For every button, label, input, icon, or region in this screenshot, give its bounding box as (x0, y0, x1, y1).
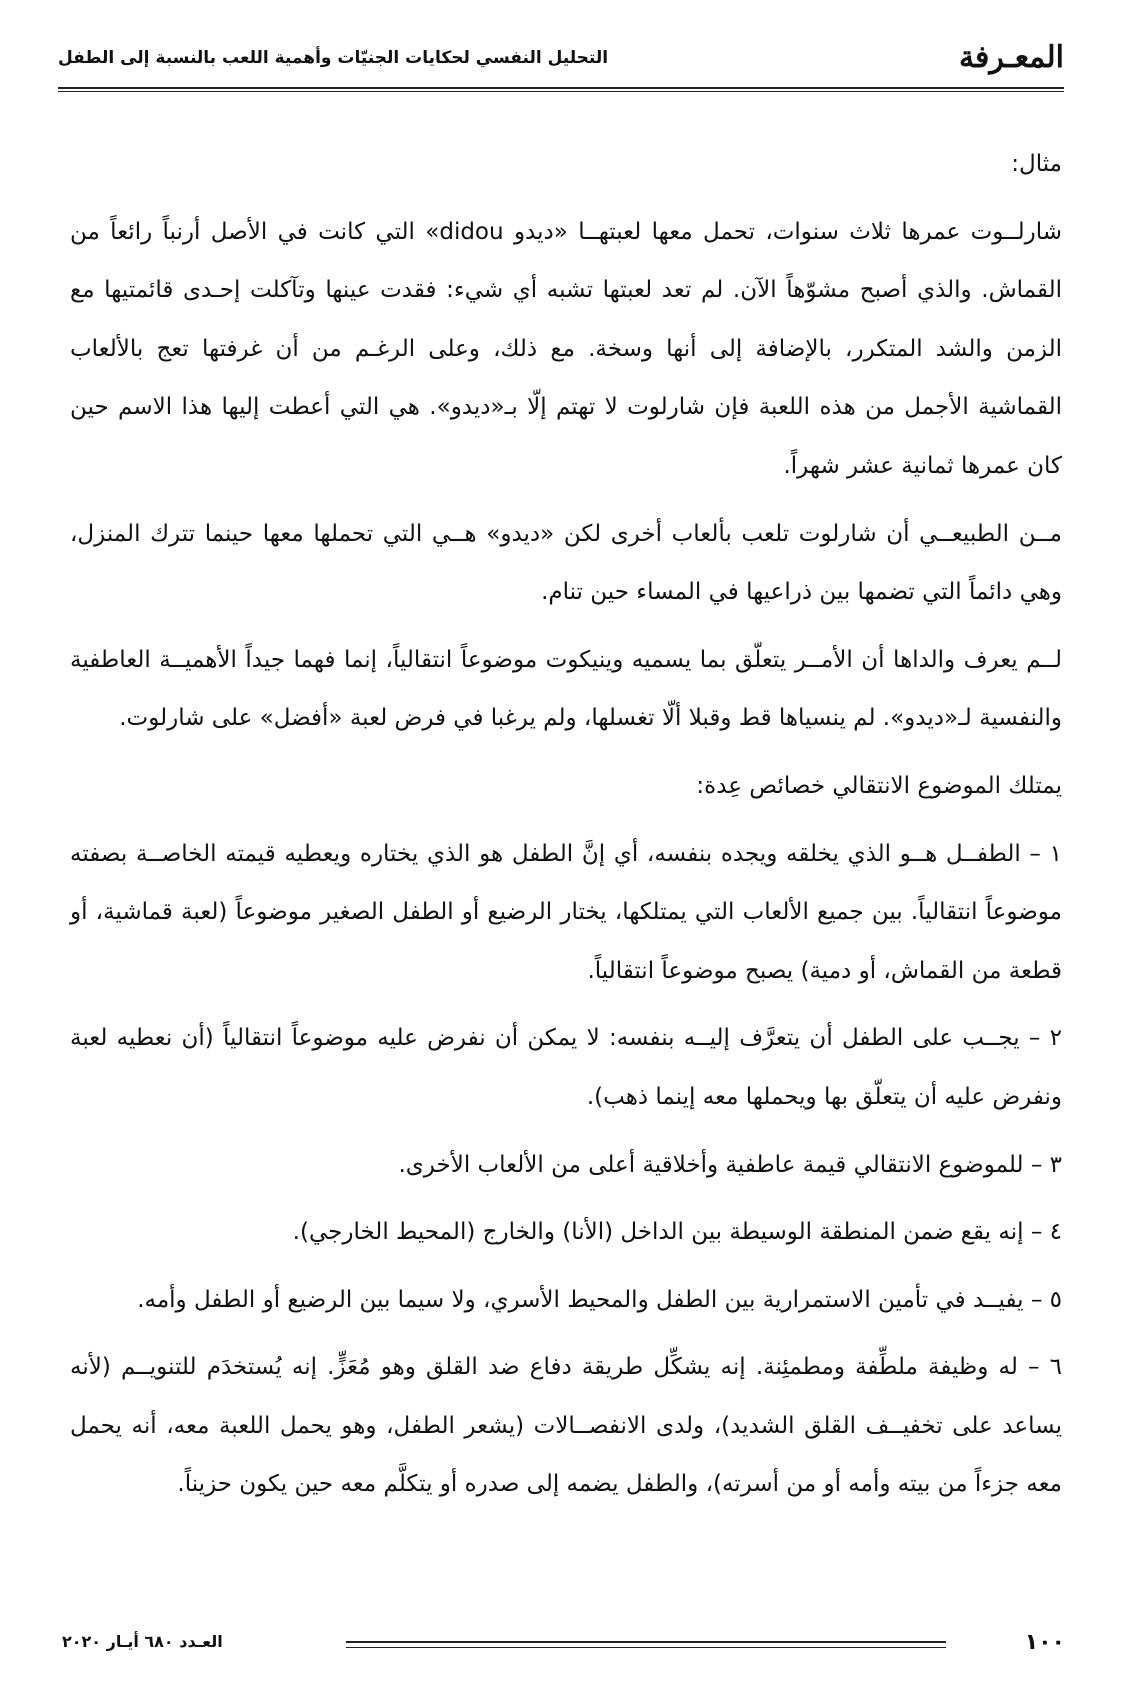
article-running-title: التحليل النفسي لحكايات الجنيّات وأهمية اللعب بالنسبة إلى الطفل (58, 48, 609, 68)
header-divider (58, 87, 1064, 89)
example-heading: مثال: (1011, 151, 1062, 177)
paragraph-parents: لــم يعرف والداها أن الأمــر يتعلّق بما يسميه وينيكوت موضوعاً انتقالياً، إنما فهما جيداً الأهميــة العاطفية والنفسية لـ«ديدو». لم ينسياها قط وقبلا ألّا تغسلها، ولم يرغبا في فرض لعبة «أفضل» على شارلوت. (70, 646, 1062, 732)
list-item-6: ٦ – له وظيفة ملطِّفة ومطمئِنة. إنه يشكِّل طريقة دفاع ضد القلق وهو مُعَزٍّ. إنه يُستخدَم للتنويــم (لأنه يساعد على تخفيــف القلق الشديد)، ولدى الانفصــالات (يشعر الطفل، وهو يحمل اللعبة معه، أنه يحمل معه جزءاً من بيته وأمه أو من أسرته)، والطفل يضمه إلى صدره أو يتكلَّم معه حين يكون حزيناً. (70, 1354, 1062, 1498)
list-item-4: ٤ – إنه يقع ضمن المنطقة الوسيطة بين الداخل (الأنا) والخارج (المحيط الخارجي). (292, 1219, 1062, 1246)
footer-divider-thin (346, 1647, 946, 1648)
magazine-logo: المعـرفة (958, 40, 1064, 75)
list-item-1: ١ – الطفــل هــو الذي يخلقه ويجده بنفسه، أي إنَّ الطفل هو الذي يختاره ويعطيه قيمته الخاصــة بصفته موضوعاً انتقالياً. بين جميع الألعاب التي يمتلكها، يختار الرضيع أو الطفل الصغير موضوعاً (لعبة قماشية، أو قطعة من القماش، أو دمية) يصبح موضوعاً انتقالياً. (70, 840, 1062, 984)
paragraph-charlotte-story: شارلــوت عمرها ثلاث سنوات، تحمل معها لعبتهــا «ديدو didou» التي كانت في الأصل أرنباً رائعاً من القماش. والذي أصبح مشوّهاً الآن. لم تعد لعبتها تشبه أي شيء: فقدت عينها وتآكلت إحـدى قائمتيها مع الزمن والشد المتكرر، بالإضافة إلى أنها وسخة. مع ذلك، وعلى الرغـم من أن غرفتها تعج بالألعاب القماشية الأجمل من هذه اللعبة فإن شارلوت لا تهتم إلّا بـ«ديدو». هي التي أعطت إليها هذا الاسم حين كان عمرها ثمانية عشر شهراً. (70, 218, 1063, 479)
footer-divider (346, 1641, 946, 1643)
running-header (58, 38, 1064, 78)
header-divider-thin (58, 91, 1064, 92)
page-number: ١٠٠ (1024, 1630, 1065, 1655)
list-item-3: ٣ – للموضوع الانتقالي قيمة عاطفية وأخلاقية أعلى من الألعاب الأخرى. (398, 1151, 1062, 1178)
list-item-5: ٥ – يفيــد في تأمين الاستمرارية بين الطفل والمحيط الأسري، ولا سيما بين الرضيع أو الطفل وأمه. (137, 1286, 1062, 1313)
list-item-2: ٢ – يجــب على الطفل أن يتعرَّف إليــه بنفسه: لا يمكن أن نفرض عليه موضوعاً انتقالياً (أن نعطيه لعبة ونفرض عليه أن يتعلّق بها ويحملها معه إينما ذهب). (70, 1025, 1062, 1110)
article-body (70, 135, 1062, 1523)
issue-info: العـدد ٦٨٠ أيـار ٢٠٢٠ (62, 1632, 223, 1651)
paragraph-other-toys: مــن الطبيعــي أن شارلوت تلعب بألعاب أخرى لكن «ديدو» هــي التي تحملها معها حينما تترك المنزل، وهي دائماً التي تضمها بين ذراعيها في المساء حين تنام. (70, 520, 1062, 606)
paragraph-properties-intro: يمتلك الموضوع الانتقالي خصائص عِدة: (696, 772, 1062, 799)
